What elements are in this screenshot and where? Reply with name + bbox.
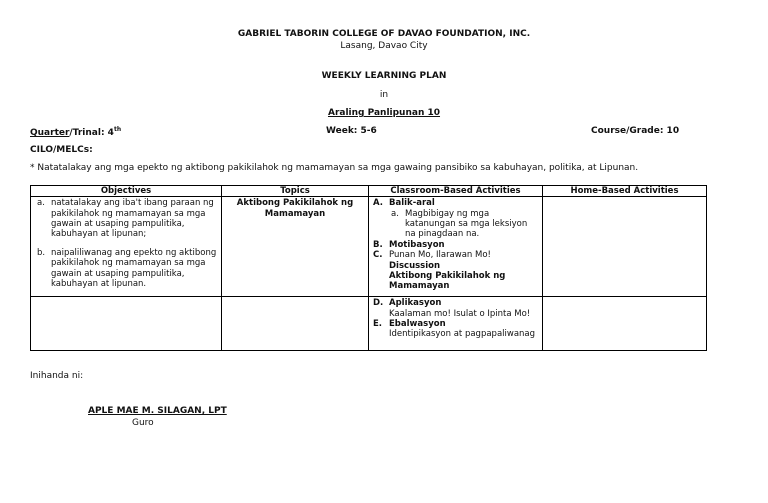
activity-d-marker: D. bbox=[373, 298, 384, 309]
activity-b-marker: B. bbox=[373, 239, 383, 250]
activity-a-label: Balik-aral bbox=[389, 198, 435, 209]
quarter-label bbox=[30, 126, 121, 139]
col-classroom: Classroom-Based Activities bbox=[369, 186, 543, 197]
cilo-label: CILO/MELCs: bbox=[30, 145, 93, 155]
activity-a bbox=[371, 198, 540, 208]
quarter-word: Quarter bbox=[30, 128, 70, 138]
discussion-topic: Aktibong Pakikilahok ng Mamamayan bbox=[389, 270, 506, 292]
signatory-name: APLE MAE M. SILAGAN, LPT bbox=[88, 406, 227, 416]
classroom-cell-2 bbox=[369, 297, 543, 351]
activity-e bbox=[371, 319, 540, 329]
activity-d-label: Aplikasyon bbox=[389, 298, 442, 309]
home-cell bbox=[543, 197, 707, 297]
prepared-by-label: Inihanda ni: bbox=[30, 371, 84, 381]
school-name: GABRIEL TABORIN COLLEGE OF DAVAO FOUNDATION, INC. bbox=[237, 29, 531, 39]
melc-text: * Natatalakay ang mga epekto ng aktibong pakikilahok ng mamamayan sa mga gawaing pansibiko sa kabuhayan, politika, at Lipunan. bbox=[30, 163, 639, 173]
objective-item bbox=[37, 198, 219, 240]
objective-text: natatalakay ang iba't ibang paraan ng pakikilahok ng mamamayan sa mga gawain at usaping pampulitika, kabuhayan at lipunan; bbox=[51, 198, 214, 240]
activity-b-label: Motibasyon bbox=[389, 239, 445, 250]
objectives-cell-empty bbox=[31, 297, 222, 351]
objective-text: naipaliliwanag ang epekto ng aktibong pakikilahok ng mamamayan sa mga gawain at usaping pampulitika, kabuhayan at lipunan. bbox=[51, 247, 217, 289]
topic-text: Aktibong Pakikilahok ng Mamamayan bbox=[236, 198, 354, 219]
activity-d-text: Kaalaman mo! Isulat o Ipinta Mo! bbox=[389, 308, 531, 319]
quarter-rest: /Trinal: 4 bbox=[69, 128, 114, 138]
activity-a-sub-marker: a. bbox=[391, 208, 399, 219]
table-row bbox=[31, 197, 707, 297]
course-label: Course/Grade: 10 bbox=[591, 126, 680, 136]
classroom-cell bbox=[369, 197, 543, 297]
week-label: Week: 5-6 bbox=[326, 126, 377, 136]
activity-a-sub-text: Magbibigay ng mga katanungan sa mga leksiyon na pinagdaan na. bbox=[405, 208, 528, 240]
col-objectives: Objectives bbox=[31, 186, 222, 197]
objective-marker: a. bbox=[37, 198, 45, 209]
discussion-label: Discussion bbox=[389, 260, 441, 271]
objective-marker: b. bbox=[37, 247, 46, 258]
activity-e-label: Ebalwasyon bbox=[389, 319, 446, 330]
activity-b bbox=[371, 240, 540, 250]
col-topics: Topics bbox=[222, 186, 369, 197]
learning-plan-table bbox=[30, 185, 707, 351]
topic-cell bbox=[222, 197, 369, 297]
school-address: Lasang, Davao City bbox=[340, 41, 428, 51]
objectives-cell bbox=[31, 197, 222, 297]
signatory-role: Guro bbox=[132, 418, 154, 428]
subject-title: Araling Panlipunan 10 bbox=[327, 108, 441, 118]
activity-a-sub bbox=[371, 209, 540, 240]
activity-e-text: Identipikasyon at pagpapaliwanag bbox=[389, 329, 536, 340]
col-home: Home-Based Activities bbox=[543, 186, 707, 197]
activity-c bbox=[371, 250, 540, 260]
activity-c-marker: C. bbox=[373, 250, 383, 261]
table-row bbox=[31, 297, 707, 351]
table-header-row bbox=[31, 186, 707, 197]
activity-d bbox=[371, 298, 540, 308]
objective-item bbox=[37, 247, 219, 289]
activity-e-marker: E. bbox=[373, 319, 383, 330]
quarter-sup: th bbox=[113, 126, 122, 133]
activity-c-label: Punan Mo, Ilarawan Mo! bbox=[389, 250, 491, 261]
plan-title: WEEKLY LEARNING PLAN bbox=[321, 71, 447, 81]
in-text: in bbox=[379, 90, 389, 100]
topic-cell-empty bbox=[222, 297, 369, 351]
activity-a-marker: A. bbox=[373, 198, 383, 209]
home-cell-2 bbox=[543, 297, 707, 351]
